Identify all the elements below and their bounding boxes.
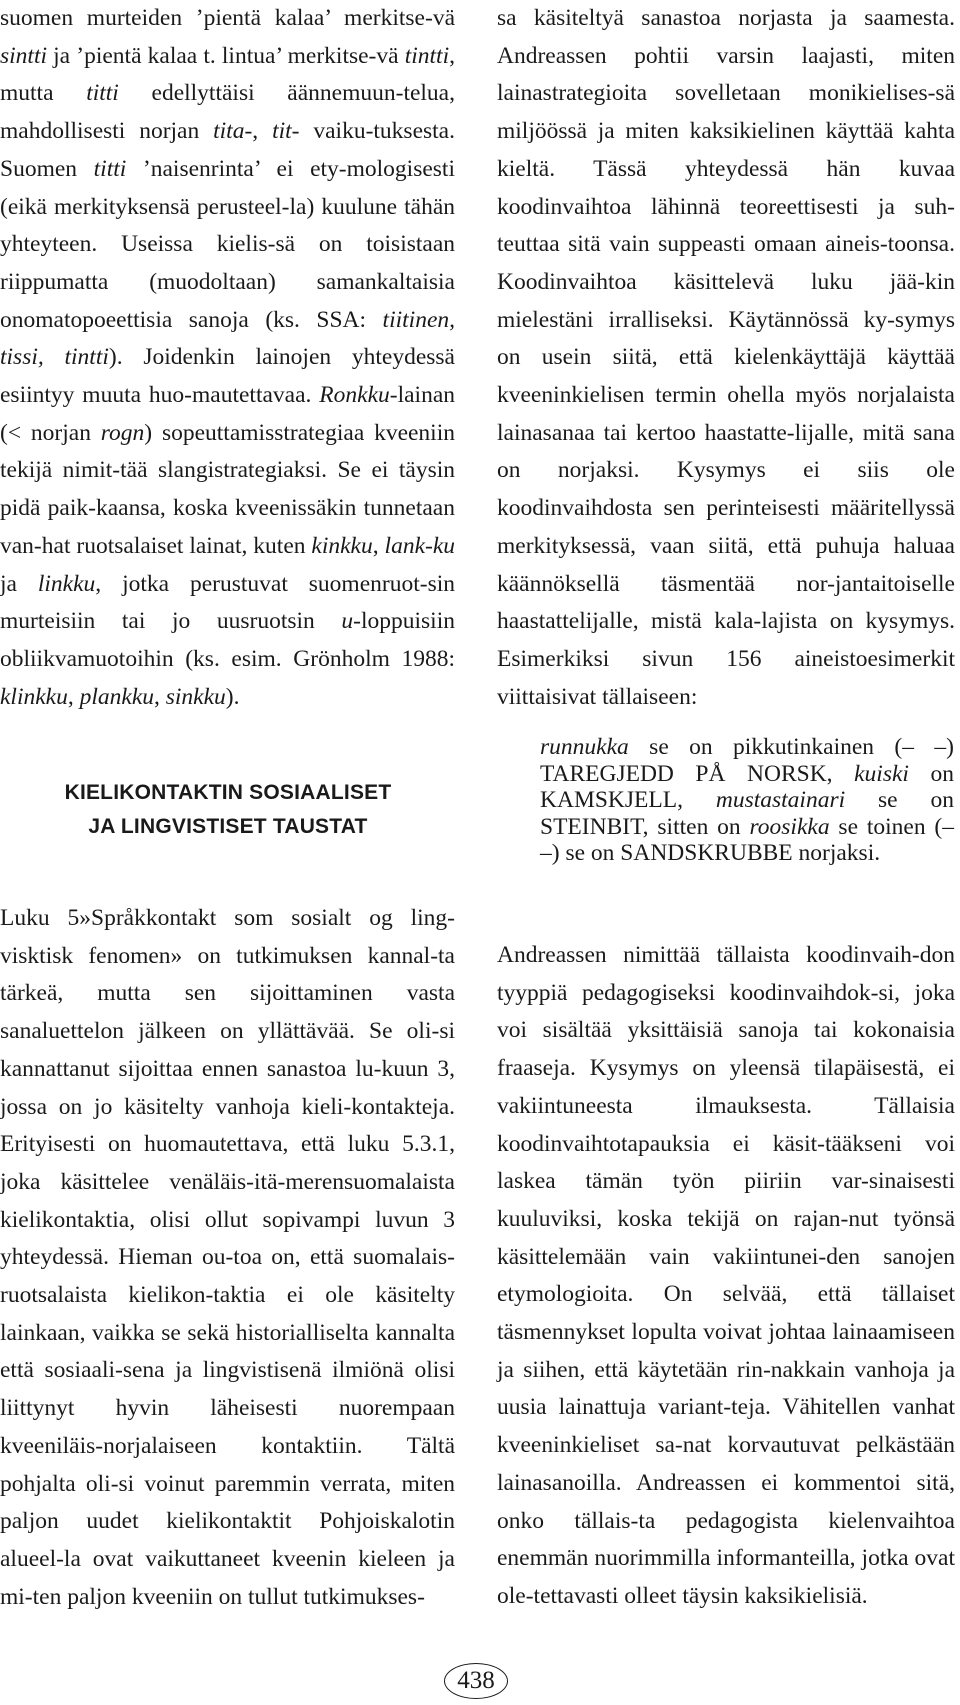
text-run: mologisesti (eikä merkityksensä perusteel-: [0, 155, 455, 220]
italic-term: tintti: [404, 42, 450, 69]
text-run: , mutta: [0, 42, 455, 107]
italic-term: sinkku: [165, 683, 226, 710]
text-run: ’naisenrinta’ ei ety-: [126, 155, 347, 182]
paragraph-left-2: Luku 5»Språkkontakt som sosialt og ling-visktisk fenomen» on tutkimuksen kannal-ta tärkeä, mutta sen sijoittaminen vasta sanaluettelon jälkeen on yllättävää. Se oli-si kannattanut sijoittaa ennen sanastoa lu-kuun 3, jossa on jo käsitelty vanhoja kieli-kontakteja. Erityisesti on huomautettava, että luku 5.3.1, joka käsittelee venäläis-itä-merensuomalaista kielikontaktia, olisi ollut sopivampi luvun 3 yhteydessä. Hieman ou-toa on, että suomalais-ruotsalaista kielikon-taktia ei ole käsitelty lainkaan, vaikka se sekä historialliselta kannalta että sosiaali-sena ja lingvistisenä ilmiönä olisi liittynyt hyvin läheisesti nuorempaan kveeniläis-norjalaiseen kontaktiin. Tältä pohjalta oli-si voinut paremmin verrata, miten paljon uudet kielikontaktit Pohjoiskalotin alueel-la ovat vaikuttaneet kveenin kieleen ja mi-ten paljon kveeniin on tullut tutkimukses-: [0, 905, 455, 1610]
text-run: se on pikkutinkainen (– –) TAREGJEDD PÅ NORSK,: [540, 734, 954, 787]
text-run: mautettavaa.: [192, 382, 320, 409]
italic-term: titti: [93, 155, 127, 182]
italic-term: u: [341, 608, 354, 635]
italic-term: Ronkku: [319, 382, 390, 409]
italic-term: lank-ku: [384, 532, 456, 559]
text-run: edellyttäisi äännemuun-: [118, 80, 404, 107]
text-run: ,: [67, 683, 80, 710]
text-run: telua, mahdollisesti norjan: [0, 80, 455, 145]
italic-term: plankku: [79, 683, 154, 710]
italic-term: mustastainari: [715, 787, 846, 813]
text-run: - vaiku-: [291, 118, 374, 145]
paragraph-left-1: [0, 0, 455, 716]
italic-term: klinkku: [0, 683, 68, 710]
block-quote: [540, 734, 954, 867]
text-run: la) kuulune tähän yhteyteen. Useissa kielis-: [0, 193, 455, 258]
text-run: ) sopeuttamisstrategiaa kveeniin tekijä nimit-: [0, 419, 455, 484]
text-run: sä on toisistaan riippumatta (muodoltaan) samankaltaisia onomatopoeettisia sanoja (ks. SSA:: [0, 231, 456, 333]
italic-term: linkku: [37, 570, 96, 597]
italic-term: runnukka: [540, 734, 629, 760]
italic-term: tita: [213, 118, 245, 145]
text-run: suomen murteiden ’pientä kalaa’ merkitse-: [0, 5, 433, 31]
text-run: vä: [432, 5, 455, 31]
text-run: tää slangistrategiaksi. Se ei täysin pidä paik-: [0, 457, 455, 522]
italic-term: titti: [86, 80, 119, 107]
page-number: 438: [444, 1663, 508, 1699]
text-run: -,: [244, 118, 273, 145]
text-run: -loppuisiin obliikvamuotoihin (ks. esim. Grönholm 1988:: [0, 608, 455, 672]
left-column: [0, 0, 455, 716]
text-run: tuksesta. Suomen: [0, 118, 455, 182]
text-run: ja: [0, 570, 38, 597]
text-run: ja ’pientä kalaa t. lintua’ merkitse-: [47, 42, 377, 69]
italic-term: kuiski: [854, 760, 909, 787]
text-run: on KAMSKJELL,: [540, 760, 955, 813]
text-run: se on STEINBIT, sitten on: [540, 787, 954, 840]
section-heading-line-1: KIELIKONTAKTIN SOSIAALISET: [64, 781, 392, 804]
italic-term: tiitinen, tissi, tintti: [0, 306, 455, 371]
text-run: vä: [376, 42, 405, 69]
text-run: hat ruotsalaiset lainat, kuten: [41, 532, 312, 559]
text-run: se toinen (– –) se on SANDSKRUBBE norjaksi.: [540, 813, 954, 866]
text-run: ,: [154, 683, 166, 710]
text-run: sin murteisiin tai jo uusruotsin: [0, 570, 455, 635]
text-run: kaansa, koska kveenissäkin tunnetaan van-: [0, 495, 455, 559]
section-heading-line-2: JA LINGVISTISET TAUSTAT: [88, 815, 368, 838]
text-run: , jotka perustuvat suomenruot-: [95, 570, 428, 597]
italic-term: kinkku: [311, 532, 373, 559]
section-heading: [28, 776, 428, 844]
right-column: [497, 0, 955, 716]
italic-term: rogn: [100, 419, 145, 446]
paragraph-right-1: sa käsiteltyä sanastoa norjasta ja saamesta. Andreassen pohtii varsin laajasti, miten lainastrategioita sovelletaan monikielises-sä miljöössä ja miten kaksikielinen käyttää kahta kieltä. Tässä yhteydessä hän kuvaa koodinvaihtoa lähinnä teoreettisesti ja suh-teuttaa sitä vain suppeasti omaan aineis-toonsa. Koodinvaihtoa käsittelevä luku jää-kin mielestäni irralliseksi. Käytännössä ky-symys on usein siitä, että kielenkäyttäjä käyttää kveeninkielisen termin ohella myös norjalaista lainasanaa tai kertoo haastatte-lijalle, mitä sana on norjaksi. Kysymys ei siis ole koodinvaihdosta sen perinteisesti määritellyssä merkityksessä, vaan siitä, että puhuja haluaa käännöksellä täsmentää nor-jantaitoiselle haastattelijalle, mistä kala-lajista on kysymys. Esimerkiksi sivun 156 aineistoesimerkit viittaisivat tällaiseen:: [497, 5, 955, 710]
italic-term: tit: [272, 118, 292, 145]
text-run: -lainan (< norjan: [0, 382, 455, 446]
paragraph-right-2: Andreassen nimittää tällaista koodinvaih-don tyyppiä pedagogiseksi koodinvaihdok-si, joka voi sisältää yksittäisiä sanoja tai kokonaisia fraaseja. Kysymys on yleensä tilapäisestä, ei vakiintuneesta ilmauksesta. Tällaisia koodinvaihtotapauksia ei käsit-tääkseni voi laskea tämän työn piiriin var-sinaisesti kuuluviksi, koska tekijä on rajan-nut työnsä käsittelemään vain vakiintunei-den sanojen etymologioita. On selvää, että tällaiset täsmennykset lopulta voivat johtaa lainaamiseen ja siihen, että käytetään rin-nakkain vanhoja ja uusia lainattuja variant-teja. Vähitellen vanhat kveeninkieliset sa-nat korvautuvat pelkästään lainasanoilla. Andreassen ei kommentoi sitä, onko tällais-ta pedagogista kielenvaihtoa enemmän nuorimmilla informanteilla, jotka ovat ole-tettavasti olleet täysin kaksikielisiä.: [497, 942, 955, 1609]
text-run: ,: [372, 532, 385, 559]
text-run: ). Joidenkin lainojen yhteydessä esiintyy muuta huo-: [0, 344, 455, 409]
italic-term: roosikka: [749, 813, 830, 840]
text-run: ).: [225, 683, 240, 710]
italic-term: sintti: [0, 42, 48, 69]
